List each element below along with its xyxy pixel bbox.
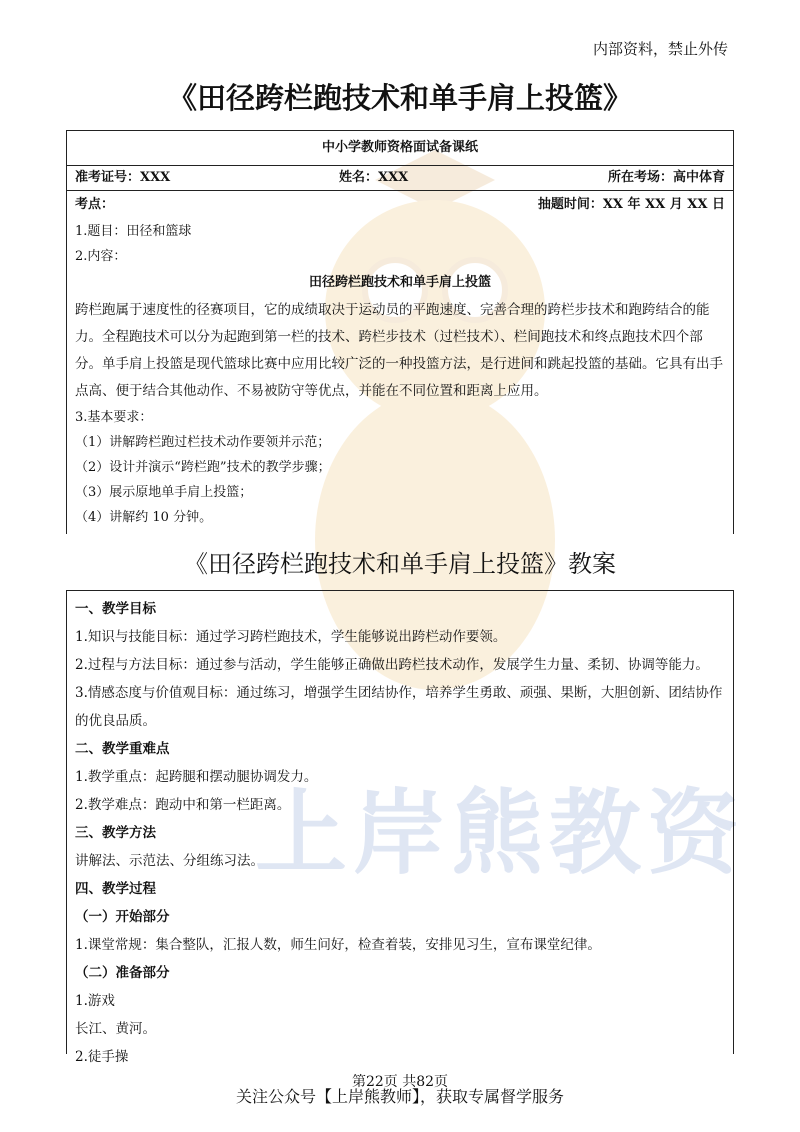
exam-point-row — [67, 191, 733, 219]
candidate-name: 姓名：XXX — [339, 170, 409, 185]
brand-watermark: 上岸熊教资 — [255, 780, 746, 887]
topic-line: 1.题目：田径和篮球 — [75, 224, 192, 239]
subsection-heading: （一）开始部分 — [75, 909, 170, 925]
section-heading: 二、教学重难点 — [75, 741, 170, 757]
requirement-item: （2）设计并演示“跨栏跑”技术的教学步骤； — [75, 460, 331, 475]
promo-note: 关注公众号【上岸熊教师】，获取专属督学服务 — [235, 1087, 564, 1106]
lesson-plan-box — [66, 590, 734, 1065]
requirement-item: （1）讲解跨栏跑过栏技术动作要领并示范； — [75, 435, 331, 450]
page-number: 第22页 共82页 — [351, 1074, 449, 1090]
candidate-number: 准考证号：XXX — [75, 170, 171, 185]
process-item: 长江、黄河。 — [75, 1021, 156, 1037]
content-paragraph: 跨栏跑属于速度性的径赛项目，它的成绩取决于运动员的平跑速度、完善合理的跨栏步技术和跑跨结合的能力。全程跑技术可以分为起跑到第一栏的技术、跨栏步技术（过栏技术）、栏间跑技术和终点跑技术四个部分。单手肩上投篮是现代篮球比赛中应用比较广泛的一种投篮方法，是行进间和跳起投篮的基础。它具有出手点高、便于结合其他动作、不易被防守等优点，并能在不同位置和距离上应用。 — [75, 302, 723, 399]
candidate-info-row — [67, 166, 733, 191]
exam-paper-heading: 中小学教师资格面试备课纸 — [67, 131, 733, 166]
difficult-point: 2.教学难点：跑动中和第一栏距离。 — [75, 797, 291, 813]
requirement-item: （3）展示原地单手肩上投篮； — [75, 485, 253, 500]
lesson-plan-title: 《田径跨栏跑技术和单手肩上投篮》教案 — [184, 550, 616, 578]
section-heading: 一、教学目标 — [75, 601, 156, 617]
exam-venue: 所在考场：高中体育 — [607, 170, 725, 185]
requirements-label: 3.基本要求： — [75, 410, 153, 425]
section-heading: 三、教学方法 — [75, 825, 156, 841]
confidential-note: 内部资料，禁止外传 — [592, 40, 728, 58]
requirement-item: （4）讲解约 10 分钟。 — [75, 510, 213, 525]
page-title: 《田径跨栏跑技术和单手肩上投篮》 — [167, 81, 632, 115]
process-item: 1.游戏 — [75, 993, 115, 1009]
key-point: 1.教学重点：起跨腿和摆动腿协调发力。 — [75, 769, 318, 785]
goal-item: 2.过程与方法目标：通过参与活动，学生能够正确做出跨栏技术动作，发展学生力量、柔韧、协调等能力。 — [75, 657, 709, 673]
section-heading: 四、教学过程 — [75, 881, 156, 897]
content-label: 2.内容： — [75, 249, 127, 264]
content-title: 田径跨栏跑技术和单手肩上投篮 — [308, 275, 491, 290]
draw-time: 抽题时间：XX 年 XX 月 XX 日 — [537, 197, 725, 212]
process-item: 1.课堂常规：集合整队，汇报人数，师生问好，检查着装，安排见习生，宣布课堂纪律。 — [75, 937, 601, 953]
exam-point-label: 考点： — [75, 197, 115, 212]
subsection-heading: （二）准备部分 — [75, 965, 170, 981]
exam-paper-box — [66, 130, 734, 534]
process-item: 2.徒手操 — [75, 1049, 129, 1065]
teaching-methods: 讲解法、示范法、分组练习法。 — [75, 853, 264, 869]
goal-item: 1.知识与技能目标：通过学习跨栏跑技术，学生能够说出跨栏动作要领。 — [75, 629, 507, 645]
goal-item: 3.情感态度与价值观目标：通过练习，增强学生团结协作，培养学生勇敢、顽强、果断，大胆创新、团结协作的优良品质。 — [75, 685, 723, 729]
